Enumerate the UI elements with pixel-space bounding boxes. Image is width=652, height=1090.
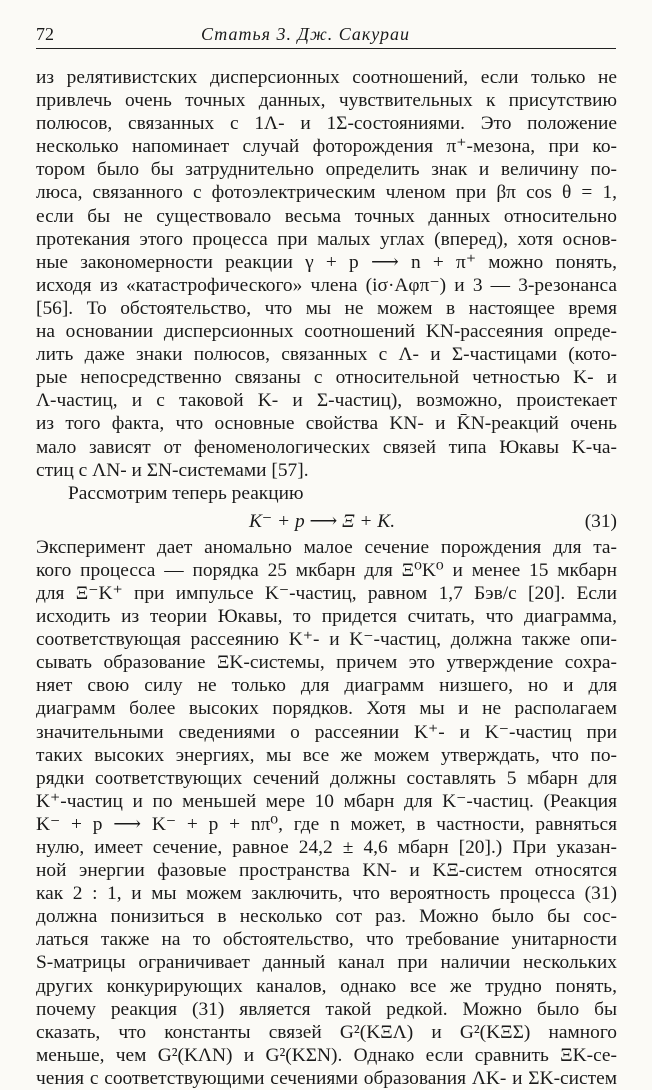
text-line: соответствующая рассеянию K⁺- и K⁻-частиц, должна также опи- [36,629,617,651]
text-line: кого процесса — порядка 25 мкбарн для Ξ⁰K⁰ и менее 15 мкбарн [36,559,617,581]
text-line: протекания этого процесса при малых углах (вперед), хотя основ- [36,228,617,250]
text-line: Λ-частиц, и с таковой K- и Σ-частиц), возможно, проистекает [36,390,617,412]
text-line: если бы не существовало весьма точных данных относительно [36,205,617,227]
text-line: K⁺-частиц и по меньшей мере 10 мбарн для K⁻-частиц. (Реакция [36,790,617,812]
paragraph-2-intro: Рассмотрим теперь реакцию [68,482,304,504]
text-line: нулю, имеет сечение, равное 24,2 ± 4,6 мбарн [20].) При указан- [36,837,617,858]
text-line: чения с соответствующими сечениями образования ΛK- и ΣK-систем [36,1067,617,1089]
text-line: почему реакция (31) является такой редкой. Можно было бы [36,998,617,1020]
text-line: рые непосредственно связаны с относительной четностью K- и [36,367,617,389]
equation-number: (31) [584,510,617,532]
page-number: 72 [36,24,54,44]
equation-formula: K⁻ + p ⟶ Ξ + K. [249,510,396,532]
text-line: рядки соответствующих сечений должны составлять 5 мбарн для [36,767,617,789]
equation-31 [36,506,617,536]
text-line: K⁻ + p ⟶ K⁻ + p + nπ⁰, где n может, в частности, равняться [36,813,617,835]
text-line: из релятивистских дисперсионных соотношений, если только не [36,67,617,88]
text-line: как 2 : 1, и мы можем заключить, что вероятность процесса (31) [36,883,617,905]
text-line: привлечь очень точных данных, чувствительных к присутствию [36,90,617,112]
text-line: няет свою силу не только для диаграмм низшего, но и для [36,675,617,697]
text-line: исходя из «катастрофического» члена (iσ·Aφπ⁻) и 3 — 3-резонанса [36,274,617,296]
text-line: сывать образование ΞK-системы, причем это утверждение сохра- [36,652,617,674]
text-line: люса, связанного с фотоэлектрическим членом при βπ cos θ = 1, [36,182,617,204]
page-header [36,22,616,49]
text-line: ные закономерности реакции γ + p ⟶ n + π⁺ можно понять, [36,251,617,273]
text-line: таких высоких энергиях, мы все же можем утверждать, что по- [36,744,617,766]
text-line: для Ξ⁻K⁺ при импульсе K⁻-частиц, равном 1,7 Бэв/c [20]. Если [36,582,617,604]
text-line: должна понизиться в несколько сот раз. Можно было бы сос- [36,906,617,928]
text-line: лить даже знаки полюсов, связанных с Λ- и Σ-частицами (кото- [36,344,617,366]
text-line: значительными сведениями о рассеянии K⁺- и K⁻-частиц при [36,721,617,743]
text-line: меньше, чем G²(KΛN) и G²(KΣN). Однако если сравнить ΞK-се- [36,1044,617,1066]
text-line: мало зависят от феноменологических связей типа Юкавы K-ча- [36,436,617,458]
text-line: Эксперимент дает аномально малое сечение порождения для та- [36,536,617,558]
text-line: S-матрицы ограничивает данный канал при наличии нескольких [36,952,617,974]
text-line: несколько напоминает случай фоторождения π⁺-мезона, при ко- [36,136,617,158]
text-line: других конкурирующих каналов, однако все же трудно понять, [36,975,617,997]
paragraph-3 [36,536,617,1090]
page-body [36,66,617,1090]
running-title: Статья 3. Дж. Сакураи [201,24,411,44]
text-line: полюсов, связанных с 1Λ- и 1Σ-состояниями. Это положение [36,113,617,135]
text-line: тором было бы затруднительно определить знак и величину по- [36,159,617,181]
text-line: из того факта, что основные свойства KN- и K̄N-реакций очень [36,413,617,435]
text-line: диаграмм более высоких порядков. Хотя мы и не располагаем [36,698,617,720]
text-line: сказать, что константы связей G²(KΞΛ) и G²(KΞΣ) намного [36,1021,617,1043]
text-line: ной энергии фазовые пространства KN- и KΞ-систем относятся [36,860,617,882]
text-line: исходить из теории Юкавы, то придется считать, что диаграмма, [36,606,617,628]
text-line: стиц с ΛN- и ΣN-системами [57]. [36,459,309,481]
text-line: латься также на то обстоятельство, что требование унитарности [36,929,617,951]
paragraph-1 [36,66,617,482]
text-line: на основании дисперсионных соотношений KN-рассеяния опреде- [36,321,617,343]
text-line: [56]. То обстоятельство, что мы не можем в настоящее время [36,297,617,319]
